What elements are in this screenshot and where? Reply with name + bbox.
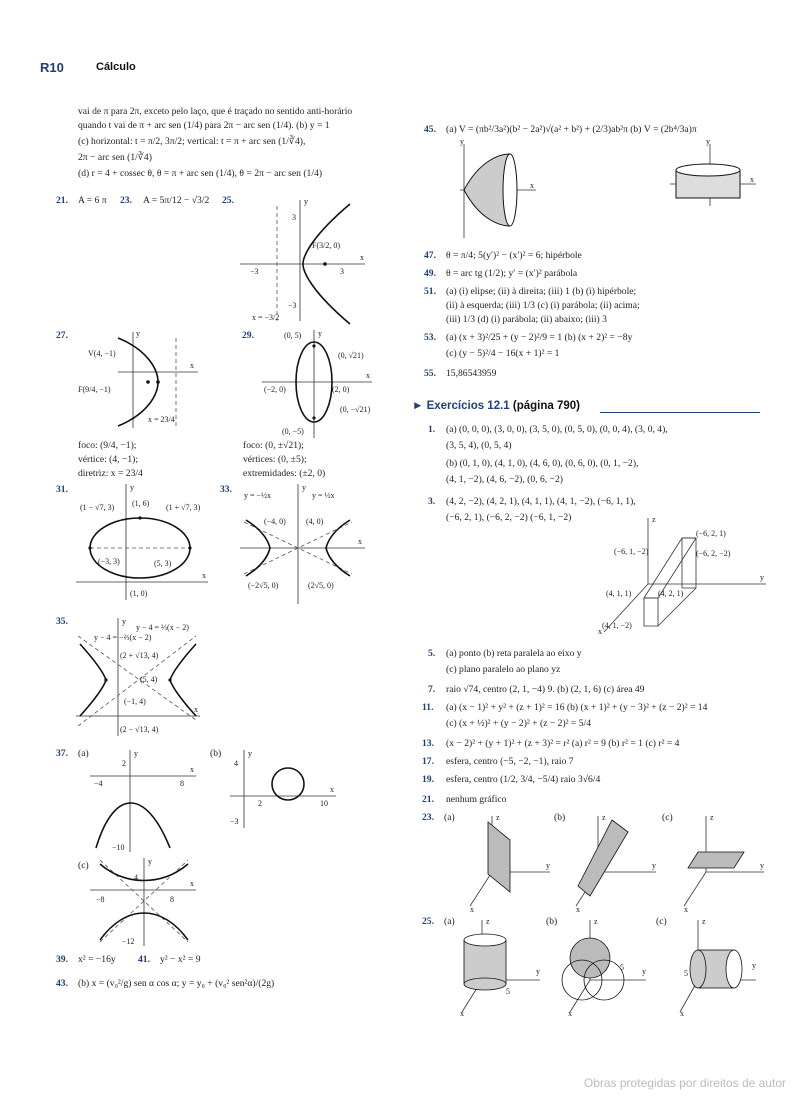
answer-number: 21.: [422, 794, 434, 805]
svg-text:8: 8: [180, 779, 184, 788]
svg-text:(−2, 0): (−2, 0): [264, 385, 286, 394]
svg-text:y: y: [642, 967, 646, 976]
answer-text: (a) (0, 0, 0), (3, 0, 0), (3, 5, 0), (0, 5, 0), (0, 0, 4), (3, 0, 4),: [446, 424, 668, 435]
graph-37b: [230, 748, 340, 830]
svg-text:(5, 3): (5, 3): [154, 559, 172, 568]
svg-text:y: y: [706, 137, 710, 146]
svg-text:F(9/4, −1): F(9/4, −1): [78, 385, 111, 394]
answer-number: 41.: [138, 954, 150, 965]
svg-text:y: y: [134, 749, 138, 758]
svg-text:y: y: [760, 861, 764, 870]
svg-text:(0, √21): (0, √21): [338, 351, 364, 360]
svg-text:x: x: [190, 361, 194, 370]
svg-text:x: x: [684, 905, 688, 914]
svg-text:z: z: [702, 917, 706, 926]
svg-text:(1 − √7, 3): (1 − √7, 3): [80, 503, 115, 512]
answer-text: (−6, 2, 1), (−6, 2, −2) (−6, 1, −2): [446, 512, 572, 523]
answer-text: nenhum gráfico: [446, 794, 507, 805]
svg-text:z: z: [652, 515, 656, 524]
intro-line: (d) r = 4 + cossec θ, θ = π + arc sen (1/4), θ = 2π − arc sen (1/4): [78, 168, 323, 179]
part-label: (a): [444, 812, 455, 823]
answer-number: 5.: [428, 648, 436, 659]
svg-text:4: 4: [134, 873, 138, 882]
answer-text: x² = −16y: [78, 954, 116, 965]
svg-text:(−2√5, 0): (−2√5, 0): [248, 581, 279, 590]
answer-text: (a) ponto (b) reta paralela ao eixo y: [446, 648, 582, 659]
svg-text:5: 5: [506, 987, 510, 996]
svg-text:y − 4 = ⅔(x − 2): y − 4 = ⅔(x − 2): [136, 623, 189, 632]
answer-text: A = 5π/12 − √3/2: [143, 195, 210, 206]
answer-text: esfera, centro (1/2, 3/4, −5/4) raio 3√6/4: [446, 774, 601, 785]
graph-37a: [90, 748, 200, 853]
svg-text:y: y: [318, 329, 322, 338]
answer-text: (c) (y − 5)²/4 − 16(x + 1)² = 1: [446, 348, 560, 359]
answer-number: 33.: [220, 484, 232, 495]
answer-text: 15,86543959: [446, 368, 497, 379]
answer-number: 25.: [222, 195, 234, 206]
graph-27: [78, 330, 208, 430]
answer-text: (4, 1, −2), (4, 6, −2), (0, 6, −2): [446, 474, 563, 485]
answer-number: 29.: [242, 330, 254, 341]
svg-text:x: x: [460, 1009, 464, 1018]
answer-text: A = 6 π: [78, 195, 107, 206]
figure-45a: [450, 137, 540, 240]
svg-text:−8: −8: [96, 895, 105, 904]
svg-text:x: x: [330, 785, 334, 794]
svg-text:(2√5, 0): (2√5, 0): [308, 581, 334, 590]
svg-text:y: y: [546, 861, 550, 870]
answer-number: 11.: [422, 702, 434, 713]
watermark: Obras protegidas por direitos de autor: [583, 1076, 786, 1090]
answer-text: y² − x² = 9: [160, 954, 201, 965]
answer-text: (a) (i) elipse; (ii) à direita; (iii) 1 (b) (i) hipérbole;: [446, 286, 637, 297]
svg-text:x: x: [530, 181, 534, 190]
svg-text:(−6, 2, 1): (−6, 2, 1): [696, 529, 726, 538]
svg-text:(2 + √13, 4): (2 + √13, 4): [120, 651, 159, 660]
section-rule: [600, 412, 760, 413]
answer-number: 31.: [56, 484, 68, 495]
part-label: (c): [78, 860, 89, 871]
part-label: (c): [656, 916, 667, 927]
intro-line: 2π − arc sen (1/∛4): [78, 152, 152, 163]
caption: foco: (0, ±√21);: [243, 440, 304, 451]
page-number: R10: [40, 60, 64, 75]
answer-number: 19.: [422, 774, 434, 785]
figure-3-box: [596, 514, 776, 634]
figure-23b: [572, 812, 662, 912]
svg-text:(0, −√21): (0, −√21): [340, 405, 371, 414]
answer-number: 7.: [428, 684, 436, 695]
page-title: Cálculo: [96, 61, 136, 73]
tick-label: 3: [292, 213, 296, 222]
answer-number: 37.: [56, 748, 68, 759]
svg-text:x: x: [190, 879, 194, 888]
svg-text:(1, 0): (1, 0): [130, 589, 148, 598]
svg-text:10: 10: [320, 799, 328, 808]
svg-text:y: y: [248, 749, 252, 758]
answer-number: 53.: [424, 332, 436, 343]
svg-text:(5, 4): (5, 4): [140, 675, 158, 684]
caption: diretriz: x = 23/4: [78, 468, 143, 479]
svg-text:y: y: [136, 329, 140, 338]
svg-text:y: y: [148, 857, 152, 866]
svg-text:2: 2: [258, 799, 262, 808]
figure-23c: [680, 812, 770, 912]
svg-text:y: y: [302, 483, 306, 492]
tick-label: −3: [250, 267, 259, 276]
answer-text: esfera, centro (−5, −2, −1), raio 7: [446, 756, 574, 767]
tick-label: −3: [288, 301, 297, 310]
answer-number: 25.: [422, 916, 434, 927]
svg-text:(4, 1, 1): (4, 1, 1): [606, 589, 632, 598]
svg-text:(4, 1, −2): (4, 1, −2): [602, 621, 632, 630]
svg-text:y: y: [460, 137, 464, 146]
svg-text:(2, 0): (2, 0): [332, 385, 350, 394]
svg-text:(1, 6): (1, 6): [132, 499, 150, 508]
graph-25: [240, 196, 370, 326]
answer-number: 27.: [56, 330, 68, 341]
svg-text:x: x: [366, 371, 370, 380]
figure-23a: [466, 812, 556, 912]
intro-line: (c) horizontal: t = π/2, 3π/2; vertical: t = π + arc sen (1/∛4),: [78, 136, 306, 147]
answer-number: 23.: [120, 195, 132, 206]
svg-text:x: x: [598, 627, 602, 636]
answer-number: 17.: [422, 756, 434, 767]
caption: vértices: (0, ±5);: [243, 454, 307, 465]
intro-line: quando t vai de π + arc sen (1/4) para 2π − arc sen (1/4). (b) y = 1: [78, 120, 330, 131]
svg-text:2: 2: [122, 759, 126, 768]
section-title: ► Exercícios 12.1 (página 790): [412, 400, 581, 412]
figure-25c: [672, 916, 762, 1016]
svg-text:−3: −3: [230, 817, 239, 826]
answer-number: 49.: [424, 268, 436, 279]
svg-text:z: z: [710, 813, 714, 822]
svg-text:y: y: [536, 967, 540, 976]
figure-25b: [560, 916, 650, 1016]
svg-text:y: y: [122, 617, 126, 626]
svg-text:5: 5: [684, 969, 688, 978]
answer-number: 21.: [56, 195, 68, 206]
svg-text:y: y: [752, 961, 756, 970]
svg-text:y = −½x: y = −½x: [244, 491, 272, 500]
svg-text:8: 8: [170, 895, 174, 904]
answer-text: (b) (0, 1, 0), (4, 1, 0), (4, 6, 0), (0, 6, 0), (0, 1, −2),: [446, 458, 639, 469]
svg-text:y − 4 = −⅔(x − 2): y − 4 = −⅔(x − 2): [94, 633, 152, 642]
svg-text:x: x: [680, 1009, 684, 1018]
answer-number: 55.: [424, 368, 436, 379]
svg-text:x: x: [202, 571, 206, 580]
svg-text:5: 5: [620, 963, 624, 972]
answer-text: (a) V = (πb²/3a²)(b² − 2a²)√(a² + b²) + (2/3)ab²π (b) V = (2b⁴/3a)π: [446, 124, 697, 135]
answer-number: 51.: [424, 286, 436, 297]
svg-text:(1 + √7, 3): (1 + √7, 3): [166, 503, 201, 512]
answer-number: 13.: [422, 738, 434, 749]
part-label: (b): [554, 812, 566, 823]
part-label: (a): [78, 748, 89, 759]
graph-37c: [90, 856, 200, 948]
svg-text:x: x: [568, 1009, 572, 1018]
svg-text:x: x: [190, 765, 194, 774]
line-label: x = −3/2: [252, 313, 280, 322]
caption: foco: (9/4, −1);: [78, 440, 137, 451]
svg-text:z: z: [496, 813, 500, 822]
answer-number: 1.: [428, 424, 436, 435]
svg-text:−10: −10: [112, 843, 125, 852]
svg-text:y: y: [760, 573, 764, 582]
svg-text:(−1, 4): (−1, 4): [124, 697, 146, 706]
svg-text:(−6, 2, −2): (−6, 2, −2): [696, 549, 731, 558]
svg-text:V(4, −1): V(4, −1): [88, 349, 116, 358]
part-label: (b): [546, 916, 558, 927]
svg-text:x: x: [358, 537, 362, 546]
answer-number: 35.: [56, 616, 68, 627]
svg-text:x: x: [750, 175, 754, 184]
axis-label: y: [304, 197, 308, 206]
graph-35: [76, 616, 206, 738]
svg-text:(−3, 3): (−3, 3): [98, 557, 120, 566]
part-label: (a): [444, 916, 455, 927]
svg-text:z: z: [602, 813, 606, 822]
svg-text:(−4, 0): (−4, 0): [264, 517, 286, 526]
svg-text:x = 23/4: x = 23/4: [148, 415, 175, 424]
caption: extremidades: (±2, 0): [243, 468, 326, 479]
graph-29: [262, 330, 382, 440]
answer-number: 3.: [428, 496, 436, 507]
svg-text:(0, −5): (0, −5): [282, 427, 304, 436]
svg-text:(−6, 1, −2): (−6, 1, −2): [614, 547, 649, 556]
point-label: F(3/2, 0): [312, 241, 340, 250]
answer-number: 45.: [424, 124, 436, 135]
answer-text: θ = π/4; 5(y′)² − (x′)² = 6; hipérbole: [446, 250, 582, 261]
svg-text:y: y: [130, 483, 134, 492]
svg-text:(0, 5): (0, 5): [284, 331, 302, 340]
answer-text: θ = arc tg (1/2); y′ = (x′)² parábola: [446, 268, 578, 279]
answer-text: (iii) 1/3 (d) (i) parábola; (ii) abaixo; (iii) 3: [446, 314, 607, 325]
answer-text: (c) plano paralelo ao plano yz: [446, 664, 561, 675]
svg-text:z: z: [486, 917, 490, 926]
graph-31: [76, 482, 216, 602]
answer-text: (c) (x + ½)² + (y − 2)² + (z − 2)² = 5/4: [446, 718, 591, 729]
graph-33: [240, 482, 370, 607]
svg-text:y: y: [652, 861, 656, 870]
answer-text: (a) (x + 3)²/25 + (y − 2)²/9 = 1 (b) (x + 2)² = −8y: [446, 332, 633, 343]
answer-text: (a) (x − 1)² + y² + (z + 1)² = 16 (b) (x + 1)² + (y − 3)² + (z − 2)² = 14: [446, 702, 708, 713]
svg-text:x: x: [576, 905, 580, 914]
answer-number: 23.: [422, 812, 434, 823]
svg-text:z: z: [594, 917, 598, 926]
figure-25a: [456, 916, 546, 1016]
answer-number: 47.: [424, 250, 436, 261]
svg-text:(4, 0): (4, 0): [306, 517, 324, 526]
svg-text:(4, 2, 1): (4, 2, 1): [658, 589, 684, 598]
answer-text: (ii) à esquerda; (iii) 1/3 (c) (i) parábola; (ii) acima;: [446, 300, 640, 311]
tick-label: 3: [340, 267, 344, 276]
answer-text: (4, 2, −2), (4, 2, 1), (4, 1, 1), (4, 1, −2), (−6, 1, 1),: [446, 496, 636, 507]
answer-text: raio √74, centro (2, 1, −4) 9. (b) (2, 1, 6) (c) área 49: [446, 684, 645, 695]
axis-label: x: [360, 253, 364, 262]
svg-text:−12: −12: [122, 937, 135, 946]
answer-number: 39.: [56, 954, 68, 965]
part-label: (c): [662, 812, 673, 823]
intro-line: vai de π para 2π, exceto pelo laço, que é traçado no sentido anti-horário: [78, 106, 353, 117]
figure-45b: [670, 137, 760, 210]
part-label: (b): [210, 748, 222, 759]
answer-text: (b) x = (v₀²/g) sen α cos α; y = y₀ + (v₀² sen²α)/(2g): [78, 978, 275, 989]
answer-number: 43.: [56, 978, 68, 989]
svg-text:x: x: [194, 705, 198, 714]
svg-text:(2 − √13, 4): (2 − √13, 4): [120, 725, 159, 734]
caption: vértice: (4, −1);: [78, 454, 139, 465]
svg-text:4: 4: [234, 759, 238, 768]
answer-text: (x − 2)² + (y + 1)² + (z + 3)² = r² (a) r² = 9 (b) r² = 1 (c) r² = 4: [446, 738, 680, 749]
svg-text:−4: −4: [94, 779, 103, 788]
answer-text: (3, 5, 4), (0, 5, 4): [446, 440, 512, 451]
svg-text:x: x: [470, 905, 474, 914]
svg-text:y = ½x: y = ½x: [312, 491, 335, 500]
